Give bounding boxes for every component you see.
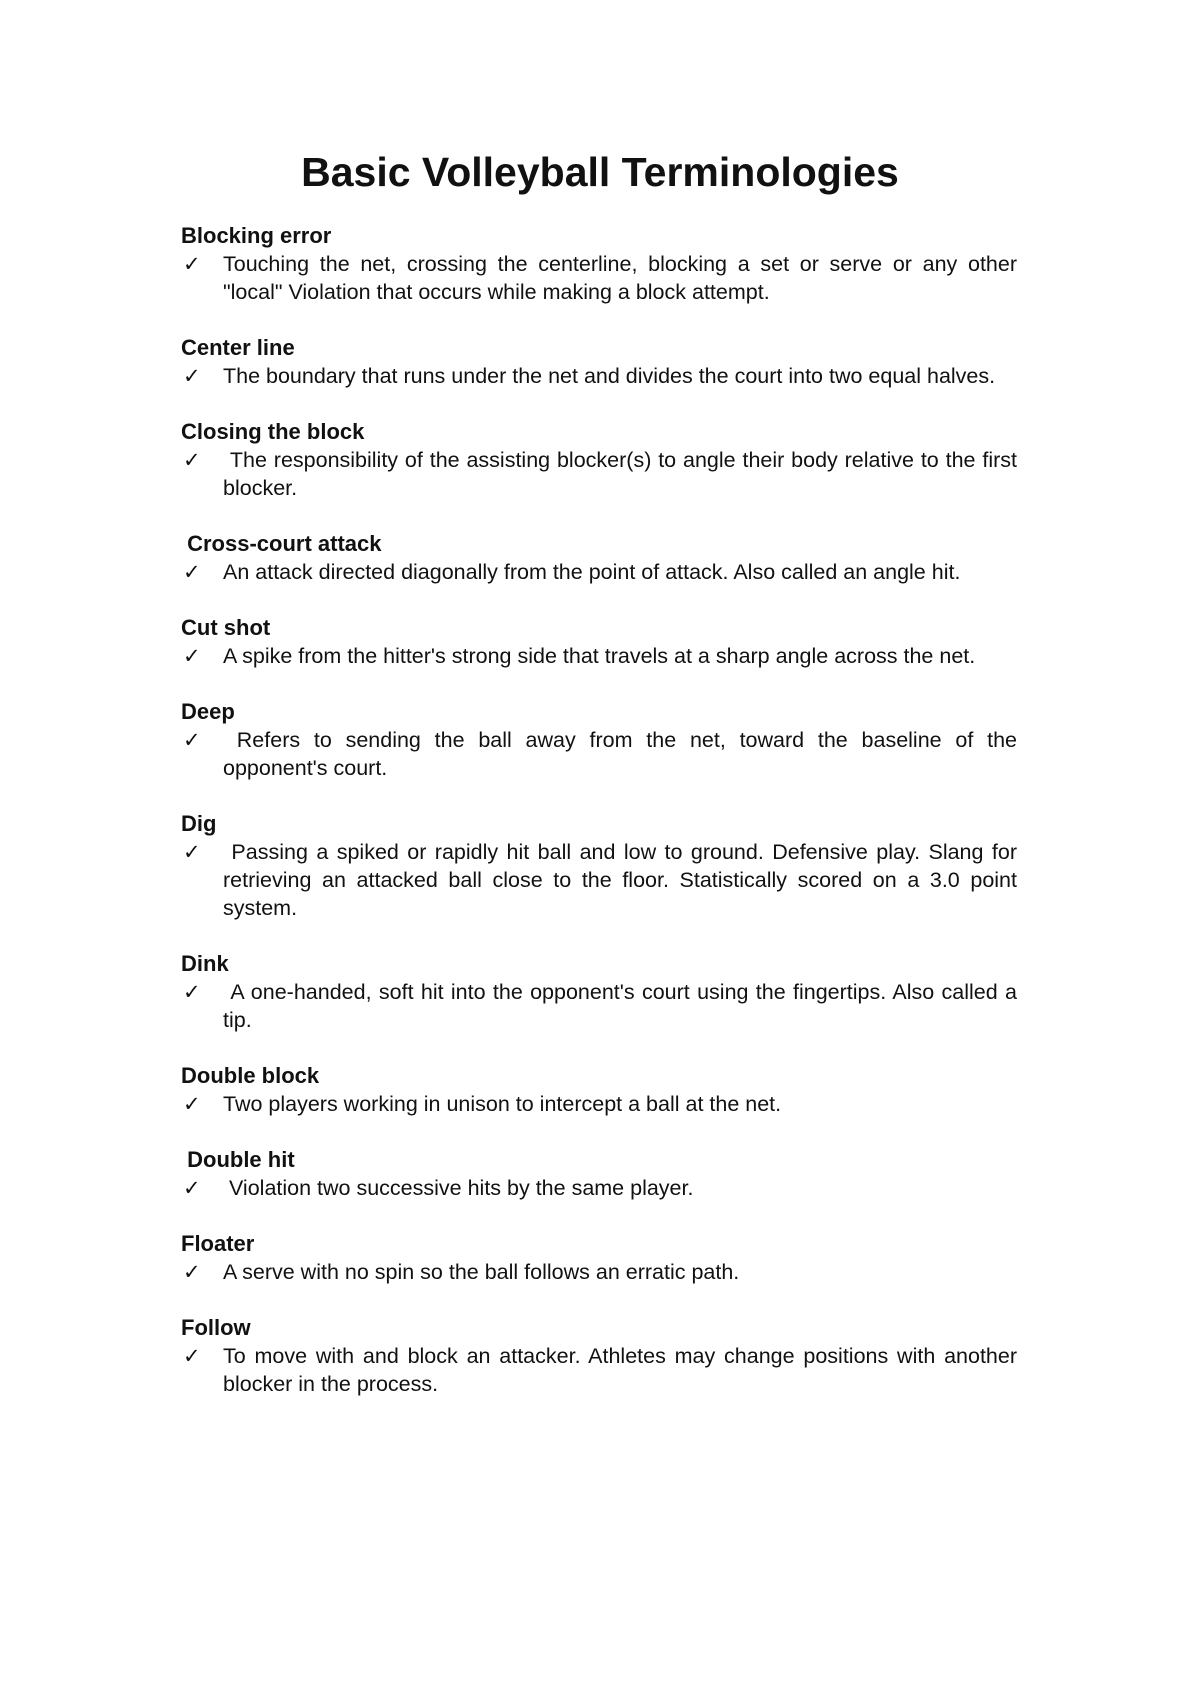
- term-definition: [181, 250, 1023, 306]
- term-definition: [181, 1258, 1017, 1286]
- term-heading: Follow: [181, 1315, 251, 1340]
- term-entry: [181, 418, 1023, 502]
- term-entry: [181, 1062, 1017, 1118]
- term-definition: [181, 362, 1017, 390]
- term-heading: Blocking error: [181, 223, 332, 248]
- definition-text: A one-handed, soft hit into the opponent's court using the fingertips. Also called a tip.: [223, 980, 1023, 1032]
- check-icon: ✓: [183, 1260, 201, 1284]
- term-definition: [181, 1090, 1017, 1118]
- term-heading: Double hit: [181, 1147, 295, 1172]
- check-icon: ✓: [183, 364, 201, 388]
- definition-text: A spike from the hitter's strong side that travels at a sharp angle across the net.: [223, 644, 976, 668]
- definition-text: Refers to sending the ball away from the net, toward the baseline of the opponent's court.: [223, 728, 1023, 780]
- term-entry: [181, 334, 1017, 390]
- term-heading: Cut shot: [181, 615, 271, 640]
- check-icon: ✓: [183, 560, 201, 584]
- term-entry: [181, 1230, 1017, 1286]
- definition-text: To move with and block an attacker. Athletes may change positions with another blocker in the process.: [223, 1344, 1023, 1396]
- term-entry: [181, 698, 1023, 782]
- term-entry: [181, 950, 1023, 1034]
- page-title: Basic Volleyball Terminologies: [301, 149, 899, 195]
- term-entry: [181, 614, 1017, 670]
- definition-text: Two players working in unison to intercept a ball at the net.: [223, 1092, 782, 1116]
- term-entry: [181, 1314, 1023, 1398]
- term-heading: Dink: [181, 951, 229, 976]
- term-heading: Center line: [181, 335, 295, 360]
- check-icon: ✓: [183, 728, 201, 752]
- definition-text: Violation two successive hits by the same player.: [223, 1176, 694, 1200]
- term-entry: [181, 222, 1023, 306]
- term-heading: Dig: [181, 811, 217, 836]
- term-heading: Closing the block: [181, 419, 365, 444]
- term-list: [181, 222, 1023, 1426]
- check-icon: ✓: [183, 840, 201, 864]
- term-entry: [181, 530, 1017, 586]
- term-definition: [181, 1342, 1023, 1398]
- term-definition: [181, 838, 1023, 922]
- term-heading: Double block: [181, 1063, 320, 1088]
- check-icon: ✓: [183, 644, 201, 668]
- definition-text: Passing a spiked or rapidly hit ball and low to ground. Defensive play. Slang for retrieving an attacked ball close to the floor. Statistically scored on a 3.0 point system.: [223, 840, 1023, 920]
- term-heading: Deep: [181, 699, 235, 724]
- check-icon: ✓: [183, 1092, 201, 1116]
- definition-text: Touching the net, crossing the centerline, blocking a set or serve or any other "local" Violation that occurs while making a block attempt.: [223, 252, 1023, 304]
- term-entry: [181, 810, 1023, 922]
- term-heading: Floater: [181, 1231, 255, 1256]
- definition-text: A serve with no spin so the ball follows an erratic path.: [223, 1260, 740, 1284]
- definition-text: The boundary that runs under the net and divides the court into two equal halves.: [223, 364, 996, 388]
- term-heading: Cross-court attack: [181, 531, 382, 556]
- term-definition: [181, 642, 1017, 670]
- definition-text: The responsibility of the assisting blocker(s) to angle their body relative to the first blocker.: [223, 448, 1023, 500]
- definition-text: An attack directed diagonally from the point of attack. Also called an angle hit.: [223, 560, 961, 584]
- check-icon: ✓: [183, 252, 201, 276]
- check-icon: ✓: [183, 980, 201, 1004]
- term-entry: [181, 1146, 1017, 1202]
- term-definition: [181, 726, 1023, 782]
- check-icon: ✓: [183, 448, 201, 472]
- check-icon: ✓: [183, 1176, 201, 1200]
- check-icon: ✓: [183, 1344, 201, 1368]
- term-definition: [181, 1174, 1017, 1202]
- term-definition: [181, 978, 1023, 1034]
- term-definition: [181, 558, 1017, 586]
- term-definition: [181, 446, 1023, 502]
